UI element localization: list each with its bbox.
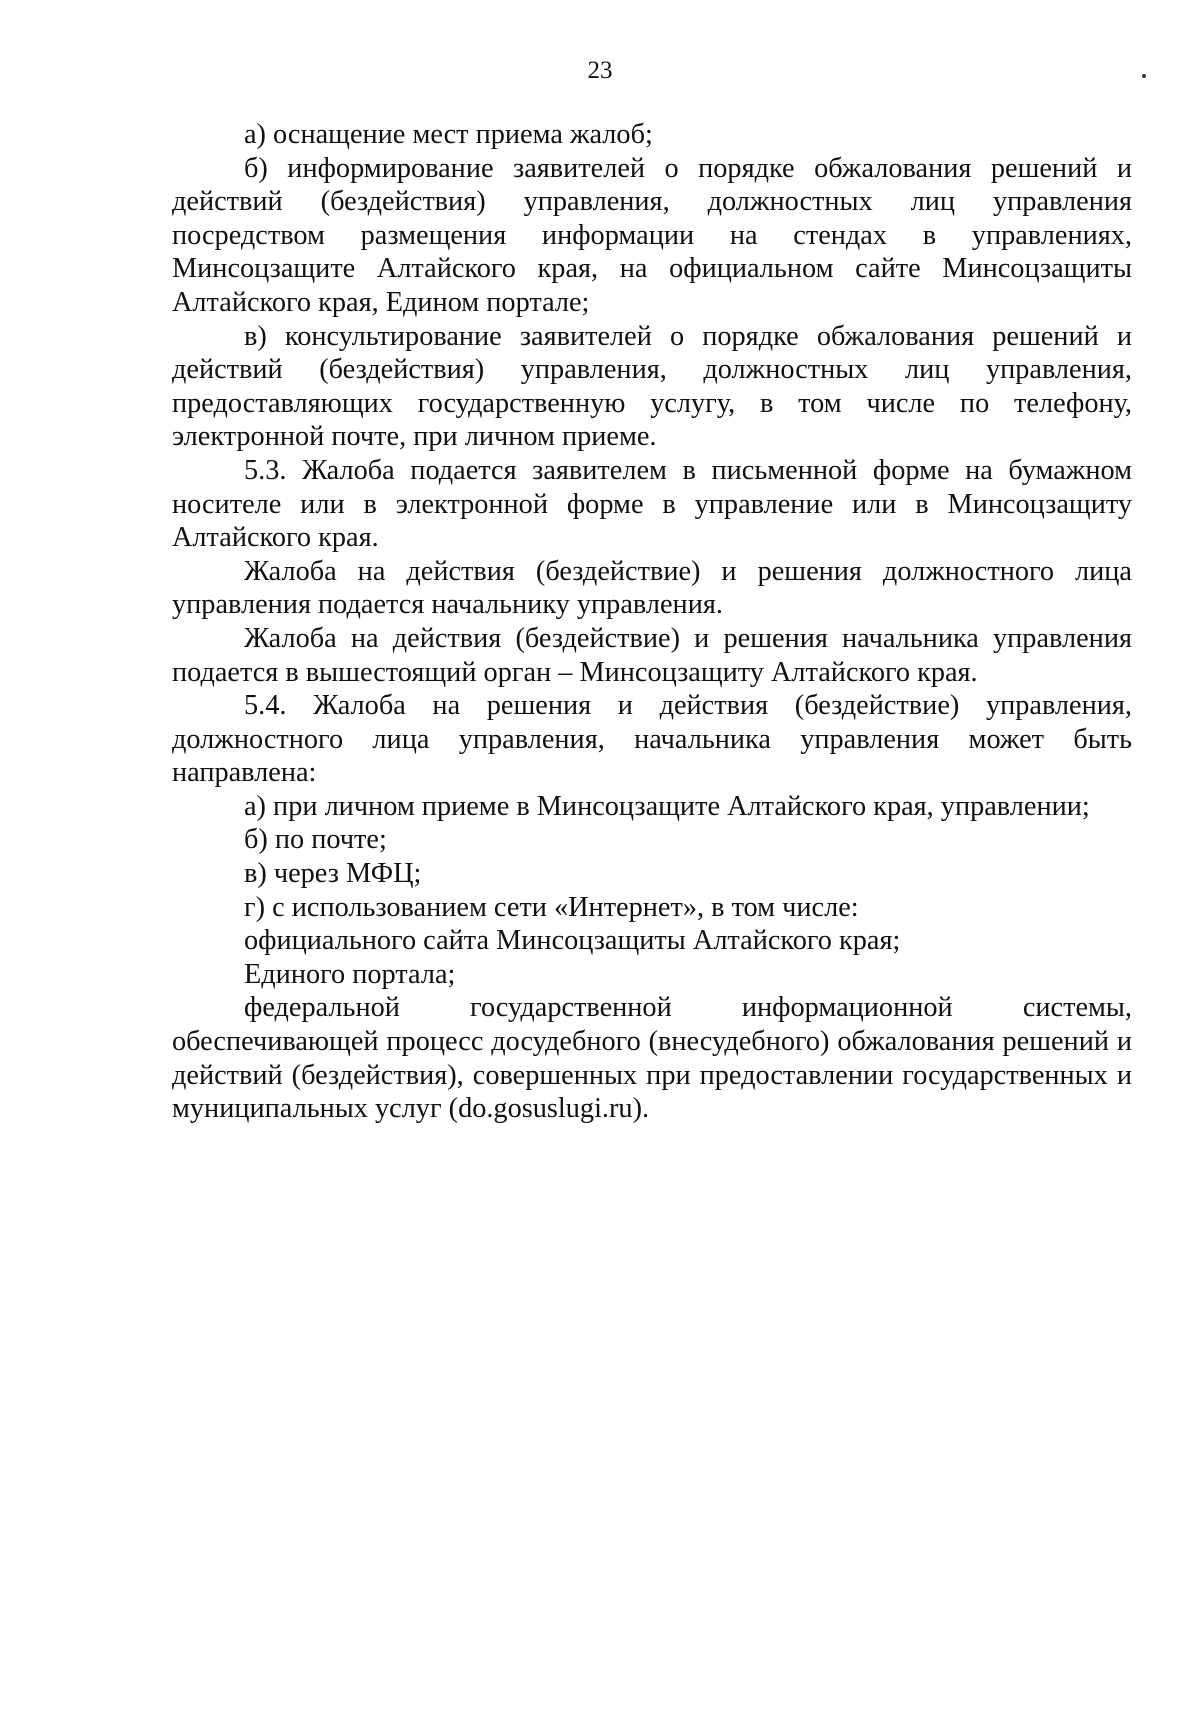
list-item-official-site: официального сайта Минсоцзащиты Алтайского края;: [244, 925, 901, 957]
scan-speck: [1142, 74, 1146, 78]
paragraph-item-b-informing: б) информирование заявителей о порядке обжалования решений и действий (бездействия) управления, должностных лиц управления посредством размещения информации на стендах в управлениях, Минсоцзащите Алтайского края, на официальном сайте Минсоцзащиты Алтайского края, Едином портале;: [172, 152, 1132, 318]
paragraph-complaint-head: Жалоба на действия (бездействие) и решения начальника управления подается в вышестоящий орган – Минсоцзащиту Алтайского края.: [172, 622, 1132, 688]
list-item-federal-system: федеральной государственной информационной системы, обеспечивающей процесс досудебного (внесудебного) обжалования решений и действий (бездействия), совершенных при предоставлении государственных и муниципальных услуг (do.gosuslugi.ru).: [172, 992, 1132, 1125]
paragraph-5-4: 5.4. Жалоба на решения и действия (бездействие) управления, должностного лица управления, начальника управления может быть направлена:: [172, 690, 1132, 789]
paragraph-item-a-equipment: а) оснащение мест приема жалоб;: [244, 119, 653, 150]
document-body: [172, 118, 1132, 1126]
paragraph-item-v-consulting: в) консультирование заявителей о порядке обжалования решений и действий (бездействия) управления, должностных лиц управления, предоставляющих государственную услугу, в том числе по телефону, электронной почте, при личном приеме.: [172, 320, 1132, 453]
list-item-internet: г) с использованием сети «Интернет», в том числе:: [244, 891, 859, 923]
list-item-personal-visit: а) при личном приеме в Минсоцзащите Алтайского края, управлении;: [244, 790, 1090, 822]
list-item-single-portal: Единого портала;: [244, 958, 456, 990]
list-item-mail: б) по почте;: [244, 824, 387, 856]
list-item-mfc: в) через МФЦ;: [244, 858, 422, 890]
paragraph-5-3: 5.3. Жалоба подается заявителем в письменной форме на бумажном носителе или в электронной форме в управление или в Минсоцзащиту Алтайского края.: [172, 454, 1132, 554]
page-number: 23: [587, 57, 613, 84]
paragraph-complaint-official: Жалоба на действия (бездействие) и решения должностного лица управления подается начальнику управления.: [172, 555, 1132, 621]
